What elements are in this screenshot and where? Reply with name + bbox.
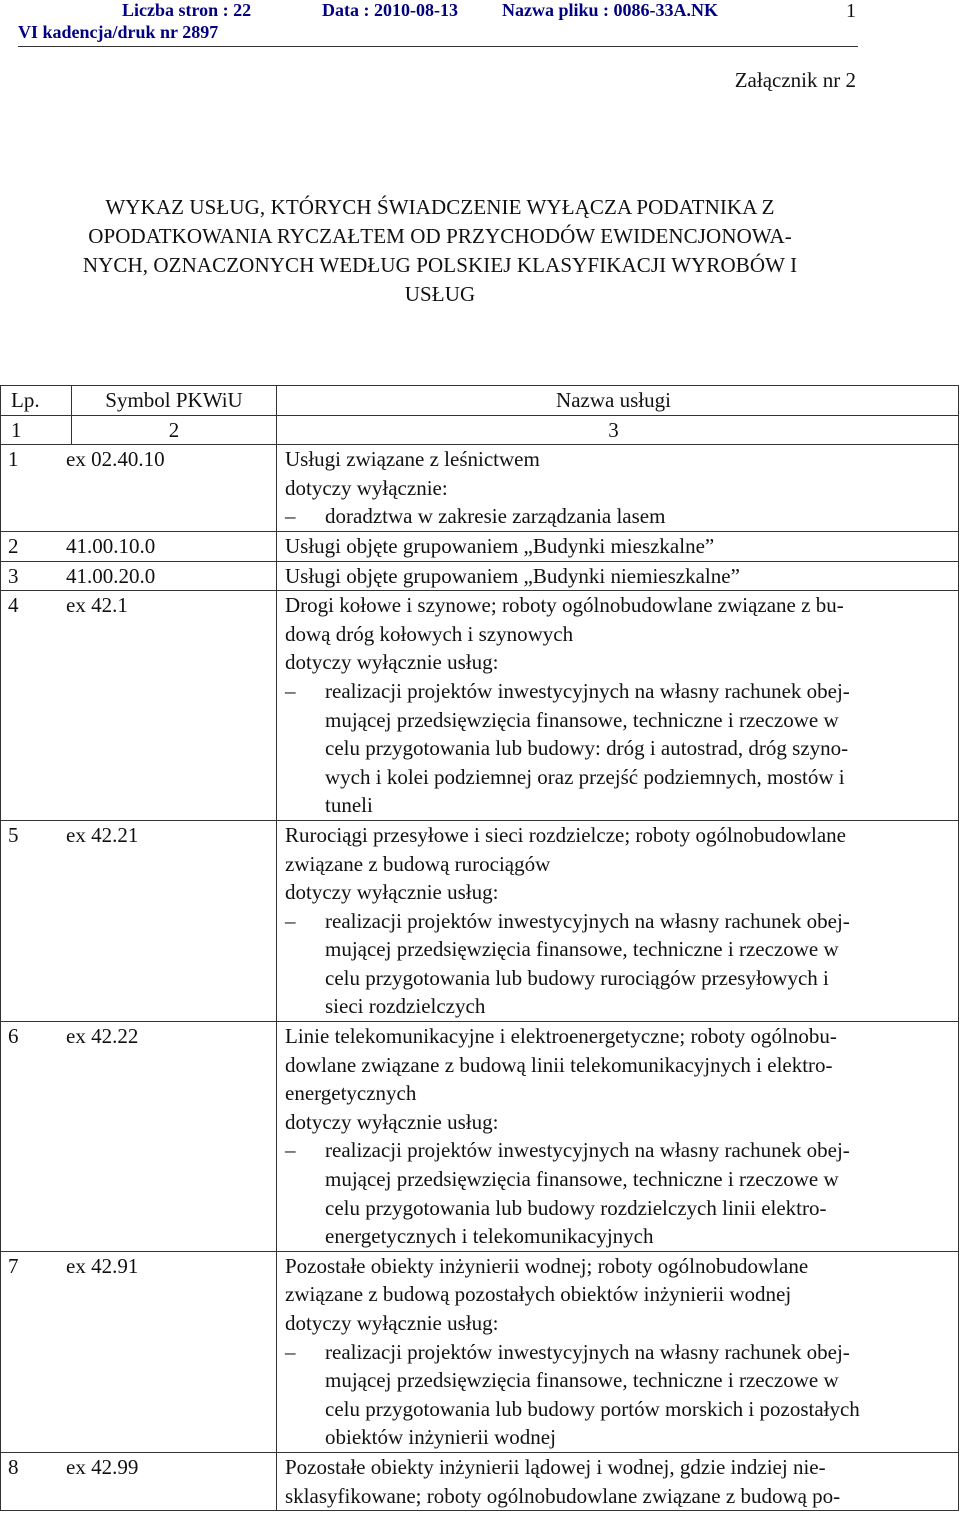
bullet-line: mującej przedsięwzięcia finansowe, techniczne i rzeczowe w (325, 1167, 839, 1192)
table-colnum-row (1, 415, 959, 445)
row-number: 1 (8, 447, 19, 472)
row-name (277, 561, 959, 591)
service-name-line: związane z budową rurociągów (285, 851, 551, 876)
bullet-line: mującej przedsięwzięcia finansowe, techniczne i rzeczowe w (325, 707, 839, 732)
row-number: 3 (8, 563, 19, 588)
service-name-line: Usługi związane z leśnictwem (285, 447, 540, 472)
table-row (1, 1251, 959, 1452)
service-name-line: dową dróg kołowych i szynowych (285, 621, 574, 646)
dash-bullet-icon: – (285, 504, 296, 529)
row-symbol: ex 02.40.10 (66, 447, 165, 472)
row-number: 2 (8, 533, 19, 558)
bullet-line: obiektów inżynierii wodnej (325, 1425, 556, 1450)
row-name (277, 445, 959, 532)
row-name (277, 591, 959, 821)
title-line: NYCH, OZNACZONYCH WEDŁUG POLSKIEJ KLASYFIKACJI WYROBÓW I (82, 253, 798, 277)
scope-label: dotyczy wyłącznie usług: (285, 1109, 499, 1134)
scope-bullet (285, 502, 942, 531)
dash-bullet-icon: – (285, 678, 296, 703)
table-row (1, 1022, 959, 1252)
row-number: 4 (8, 593, 19, 618)
service-name-line: Pozostałe obiekty inżynierii lądowej i wodnej, gdzie indziej nie- (285, 1454, 826, 1479)
service-name-line: Rurociągi przesyłowe i sieci rozdzielcze; roboty ogólnobudowlane (285, 822, 846, 847)
table-row (1, 820, 959, 1021)
header-name: Nazwa usługi (277, 386, 959, 416)
row-lp (1, 1452, 277, 1510)
dash-bullet-icon: – (285, 1138, 296, 1163)
bullet-text (325, 907, 942, 1021)
bullet-line: wych i kolei podziemnej oraz przejść podziemnych, mostów i (325, 764, 845, 789)
dash-bullet-icon: – (285, 908, 296, 933)
colnum-3: 3 (277, 415, 959, 445)
title-line: WYKAZ USŁUG, KTÓRYCH ŚWIADCZENIE WYŁĄCZA PODATNIKA Z (105, 195, 775, 219)
row-lp (1, 820, 277, 1021)
table-row (1, 531, 959, 561)
scope-bullet (285, 677, 942, 820)
service-name-line: Pozostałe obiekty inżynierii wodnej; roboty ogólnobudowlane (285, 1253, 809, 1278)
row-number: 7 (8, 1253, 19, 1278)
service-name-line: energetycznych (285, 1081, 417, 1106)
bullet-line: celu przygotowania lub budowy portów morskich i pozostałych (325, 1396, 860, 1421)
bullet-line: realizacji projektów inwestycyjnych na własny rachunek obej- (325, 1339, 850, 1364)
row-symbol: ex 42.1 (66, 593, 128, 618)
scope-bullet (285, 907, 942, 1021)
colnum-1: 1 (1, 415, 72, 445)
scope-label: dotyczy wyłącznie usług: (285, 1311, 499, 1335)
kadencja-label: VI kadencja/druk nr 2897 (18, 22, 219, 42)
row-number: 5 (8, 822, 19, 847)
service-name-line: Linie telekomunikacyjne i elektroenergetyczne; roboty ogólnobu- (285, 1024, 837, 1049)
page-count: Liczba stron : 22 (122, 0, 252, 20)
scope-bullet (285, 1136, 942, 1250)
row-lp (1, 591, 277, 821)
bullet-line: mującej przedsięwzięcia finansowe, techniczne i rzeczowe w (325, 1368, 839, 1393)
header-rule (18, 46, 858, 47)
file-name: Nazwa pliku : 0086-33A.NK (502, 0, 719, 20)
colnum-2: 2 (72, 415, 277, 445)
bullet-text (325, 677, 942, 820)
bullet-line: doradztwa w zakresie zarządzania lasem (325, 504, 666, 529)
row-lp (1, 445, 277, 532)
header-lp: Lp. (1, 386, 72, 416)
page-number: 1 (846, 0, 856, 22)
row-name (277, 820, 959, 1021)
bullet-line: celu przygotowania lub budowy: dróg i autostrad, dróg szyno- (325, 736, 849, 761)
row-symbol: ex 42.21 (66, 822, 139, 847)
scope-label: dotyczy wyłącznie: (285, 475, 448, 500)
row-symbol: ex 42.91 (66, 1253, 139, 1278)
row-number: 8 (8, 1454, 19, 1479)
bullet-line: sieci rozdzielczych (325, 994, 486, 1019)
row-symbol: 41.00.10.0 (66, 533, 156, 558)
service-name-line: związane z budową pozostałych obiektów inżynierii wodnej (285, 1282, 792, 1307)
dash-bullet-icon: – (285, 1339, 296, 1364)
table-header-row (1, 386, 959, 416)
row-number: 6 (8, 1024, 19, 1049)
service-name-line: dowlane związane z budową linii telekomunikacyjnych i elektro- (285, 1052, 833, 1077)
document-title (30, 193, 850, 309)
row-name (277, 1452, 959, 1510)
row-symbol: ex 42.22 (66, 1024, 139, 1049)
row-name (277, 531, 959, 561)
row-name (277, 1022, 959, 1252)
bullet-line: celu przygotowania lub budowy rurociągów przesyłowych i (325, 965, 829, 990)
bullet-text (325, 1136, 942, 1250)
table-row (1, 1452, 959, 1510)
table-row (1, 445, 959, 532)
bullet-line: realizacji projektów inwestycyjnych na własny rachunek obej- (325, 678, 850, 703)
bullet-text (325, 502, 942, 531)
bullet-line: celu przygotowania lub budowy rozdzielczych linii elektro- (325, 1195, 827, 1220)
row-lp (1, 531, 277, 561)
scope-label: dotyczy wyłącznie usług: (285, 650, 499, 675)
bullet-line: realizacji projektów inwestycyjnych na własny rachunek obej- (325, 1138, 850, 1163)
bullet-text (325, 1338, 942, 1452)
doc-date: Data : 2010-08-13 (322, 0, 458, 20)
doc-header-meta (122, 0, 922, 24)
table-row (1, 591, 959, 821)
service-name-line: Drogi kołowe i szynowe; roboty ogólnobudowlane związane z bu- (285, 593, 844, 618)
bullet-line: energetycznych i telekomunikacyjnych (325, 1224, 654, 1249)
services-table (0, 385, 959, 1511)
row-name (277, 1251, 959, 1452)
row-lp (1, 1022, 277, 1252)
annex-label: Załącznik nr 2 (734, 68, 856, 92)
service-name-line: Usługi objęte grupowaniem „Budynki mieszkalne” (285, 533, 715, 558)
bullet-line: realizacji projektów inwestycyjnych na własny rachunek obej- (325, 908, 850, 933)
header-symbol: Symbol PKWiU (72, 386, 277, 416)
title-line: USŁUG (404, 282, 476, 306)
row-symbol: ex 42.99 (66, 1454, 139, 1479)
row-symbol: 41.00.20.0 (66, 563, 156, 588)
bullet-line: mującej przedsięwzięcia finansowe, techniczne i rzeczowe w (325, 937, 839, 962)
row-lp (1, 561, 277, 591)
scope-label: dotyczy wyłącznie usług: (285, 880, 499, 905)
title-line: OPODATKOWANIA RYCZAŁTEM OD PRZYCHODÓW EWIDENCJONOWA- (88, 224, 792, 248)
service-name-line: Usługi objęte grupowaniem „Budynki niemieszkalne” (285, 563, 740, 588)
row-lp (1, 1251, 277, 1452)
scope-bullet (285, 1338, 942, 1452)
service-name-line: sklasyfikowane; roboty ogólnobudowlane związane z budową po- (285, 1483, 841, 1508)
table-row (1, 561, 959, 591)
bullet-line: tuneli (325, 793, 373, 818)
